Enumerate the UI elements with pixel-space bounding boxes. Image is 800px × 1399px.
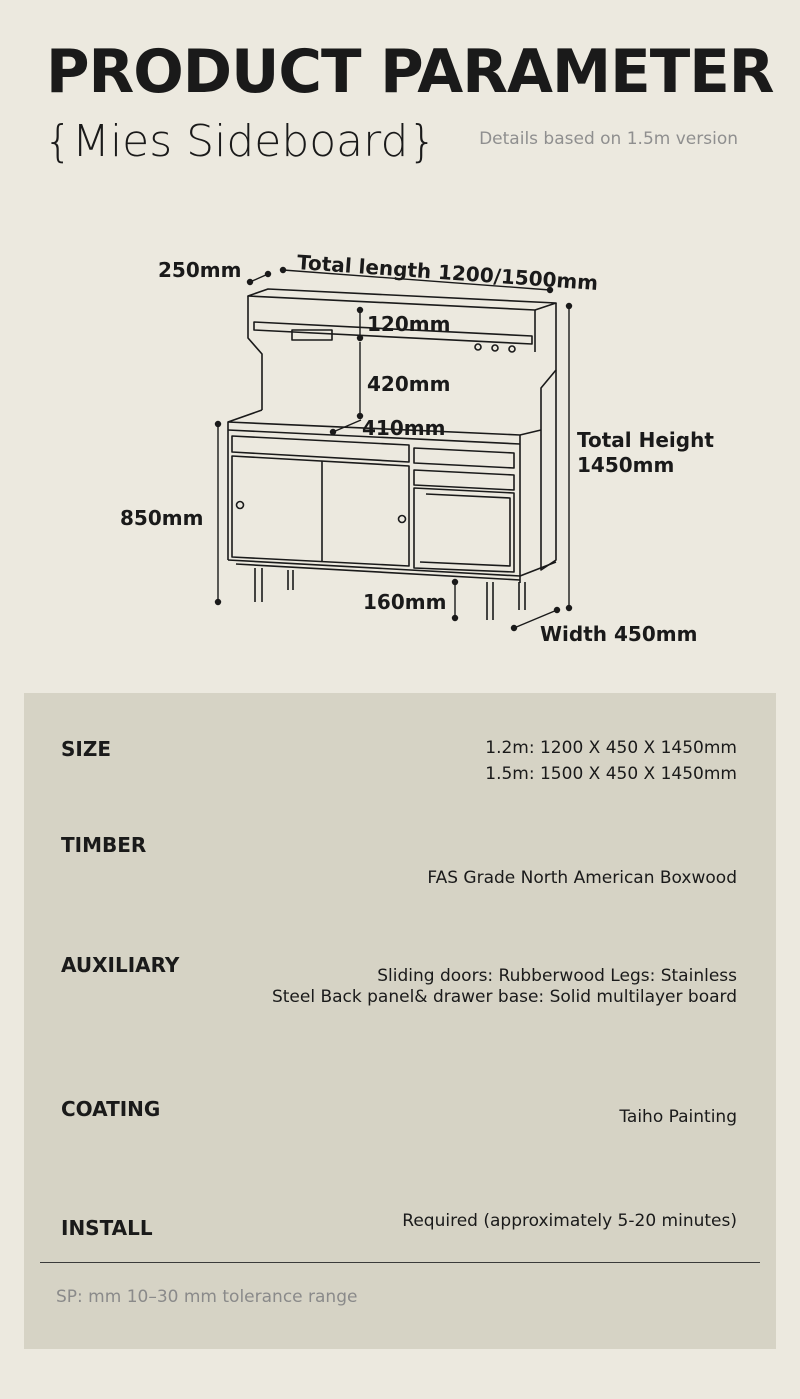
dim-counter-depth: 410mm: [362, 416, 446, 440]
version-note: Details based on 1.5m version: [479, 129, 738, 149]
size-label: SIZE: [61, 737, 112, 761]
dim-upper-height: 420mm: [367, 372, 451, 396]
timber-label: TIMBER: [61, 833, 147, 857]
auxiliary-line-2: Steel Back panel& drawer base: Solid multilayer board: [271, 987, 737, 1007]
spec-panel: [24, 693, 776, 1349]
coating-label: COATING: [61, 1097, 161, 1121]
install-value: Required (approximately 5-20 minutes): [402, 1211, 737, 1231]
dim-width: Width 450mm: [540, 622, 698, 646]
dim-total-length: Total length 1200/1500mm: [296, 250, 599, 295]
sideboard-diagram: [0, 230, 800, 660]
dim-depth-top: 250mm: [158, 258, 242, 282]
size-line-2: 1.5m: 1500 X 450 X 1450mm: [485, 764, 737, 784]
coating-value: Taiho Painting: [619, 1107, 737, 1127]
tolerance-note: SP: mm 10–30 mm tolerance range: [56, 1287, 358, 1307]
dim-lower-height: 850mm: [120, 506, 204, 530]
auxiliary-value: [272, 966, 737, 1008]
timber-value: FAS Grade North American Boxwood: [427, 868, 737, 888]
dim-shelf-gap: 120mm: [367, 312, 451, 336]
size-line-1: 1.2m: 1200 X 450 X 1450mm: [485, 738, 737, 758]
dim-total-height-value: 1450mm: [577, 453, 675, 477]
install-label: INSTALL: [61, 1216, 153, 1240]
size-value: [485, 738, 737, 785]
auxiliary-line-1: Sliding doors: Rubberwood Legs: Stainless: [377, 966, 737, 986]
auxiliary-label: AUXILIARY: [61, 953, 180, 977]
dim-total-height-label: Total Height: [577, 428, 714, 452]
product-name: {Mies Sideboard}: [44, 116, 437, 167]
dim-leg-height: 160mm: [363, 590, 447, 614]
divider: [40, 1262, 760, 1263]
page-title: PRODUCT PARAMETER: [46, 37, 774, 107]
